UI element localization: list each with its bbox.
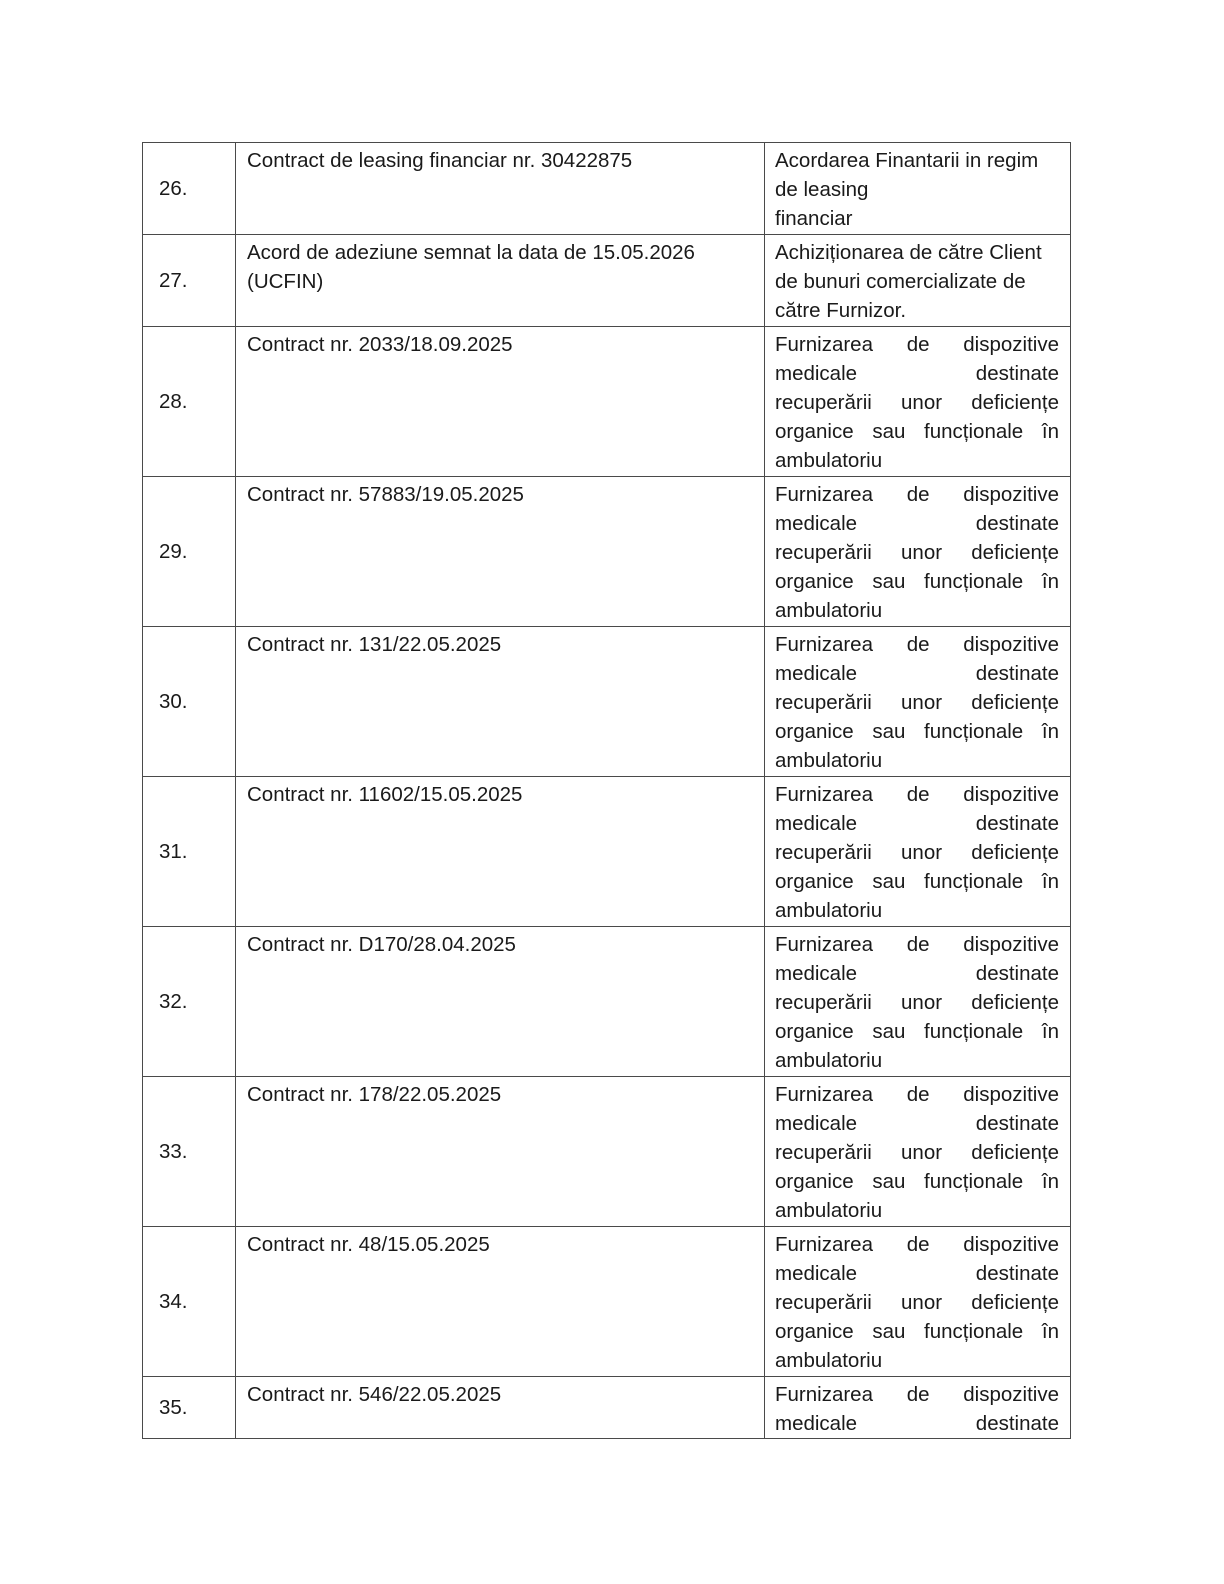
purpose-line: medicale destinate (775, 662, 1059, 685)
purpose-line: recuperării unor deficiențe (775, 841, 1059, 864)
contracts-table (142, 142, 1071, 1439)
purpose-line: organice sau funcționale în (775, 570, 1059, 593)
table-row (143, 927, 1071, 1077)
purpose-line: către Furnizor. (775, 299, 907, 322)
purpose-line: organice sau funcționale în (775, 1170, 1059, 1193)
row-number: 26. (143, 143, 236, 235)
row-number: 30. (143, 627, 236, 777)
table-row (143, 777, 1071, 927)
purpose-line: ambulatoriu (775, 899, 883, 922)
contract-purpose (765, 235, 1071, 327)
contract-purpose (765, 477, 1071, 627)
contract-purpose (765, 927, 1071, 1077)
purpose-line: organice sau funcționale în (775, 1320, 1059, 1343)
purpose-line: medicale destinate (775, 1262, 1059, 1285)
purpose-line: Furnizarea de dispozitive (775, 633, 1059, 656)
purpose-line: de bunuri comercializate de (775, 270, 1026, 293)
table-row (143, 1377, 1071, 1439)
purpose-line: organice sau funcționale în (775, 720, 1059, 743)
table-row (143, 1077, 1071, 1227)
contract-reference (236, 235, 765, 327)
row-number: 31. (143, 777, 236, 927)
row-number: 34. (143, 1227, 236, 1377)
table-row (143, 143, 1071, 235)
purpose-line: Furnizarea de dispozitive (775, 333, 1059, 356)
contract-reference: Contract de leasing financiar nr. 30422875 (236, 143, 765, 235)
contract-purpose (765, 1377, 1071, 1439)
purpose-line: recuperării unor deficiențe (775, 991, 1059, 1014)
table-row (143, 477, 1071, 627)
contract-reference: Contract nr. 48/15.05.2025 (236, 1227, 765, 1377)
contract-purpose (765, 327, 1071, 477)
contract-reference: Contract nr. 11602/15.05.2025 (236, 777, 765, 927)
purpose-line: ambulatoriu (775, 449, 883, 472)
contract-line: (UCFIN) (247, 270, 324, 293)
table-row (143, 327, 1071, 477)
purpose-line: Furnizarea de dispozitive (775, 1083, 1059, 1106)
purpose-line: ambulatoriu (775, 1049, 883, 1072)
purpose-line: de leasing (775, 178, 869, 201)
purpose-line: Furnizarea de dispozitive (775, 1233, 1059, 1256)
table-row (143, 627, 1071, 777)
purpose-line: recuperării unor deficiențe (775, 1291, 1059, 1314)
purpose-line: medicale destinate (775, 1412, 1059, 1435)
contract-reference: Contract nr. 178/22.05.2025 (236, 1077, 765, 1227)
purpose-line: recuperării unor deficiențe (775, 1141, 1059, 1164)
contract-purpose (765, 627, 1071, 777)
purpose-line: recuperării unor deficiențe (775, 691, 1059, 714)
row-number: 29. (143, 477, 236, 627)
row-number: 32. (143, 927, 236, 1077)
purpose-line: recuperării unor deficiențe (775, 541, 1059, 564)
purpose-line: medicale destinate (775, 362, 1059, 385)
contract-line: Acord de adeziune semnat la data de 15.05.2026 (247, 241, 695, 264)
purpose-line: Furnizarea de dispozitive (775, 783, 1059, 806)
purpose-line: Acordarea Finantarii in regim (775, 149, 1039, 172)
purpose-line: medicale destinate (775, 1112, 1059, 1135)
contract-purpose (765, 777, 1071, 927)
purpose-line: ambulatoriu (775, 1349, 883, 1372)
contract-purpose (765, 143, 1071, 235)
table-row (143, 1227, 1071, 1377)
purpose-line: financiar (775, 207, 853, 230)
purpose-line: organice sau funcționale în (775, 420, 1059, 443)
purpose-line: organice sau funcționale în (775, 1020, 1059, 1043)
row-number: 35. (143, 1377, 236, 1439)
purpose-line: Furnizarea de dispozitive (775, 933, 1059, 956)
purpose-line: medicale destinate (775, 962, 1059, 985)
purpose-line: organice sau funcționale în (775, 870, 1059, 893)
purpose-line: medicale destinate (775, 812, 1059, 835)
purpose-line: medicale destinate (775, 512, 1059, 535)
contract-reference: Contract nr. 131/22.05.2025 (236, 627, 765, 777)
purpose-line: recuperării unor deficiențe (775, 391, 1059, 414)
purpose-line: Furnizarea de dispozitive (775, 483, 1059, 506)
contract-reference: Contract nr. 57883/19.05.2025 (236, 477, 765, 627)
contract-reference: Contract nr. 2033/18.09.2025 (236, 327, 765, 477)
contract-purpose (765, 1227, 1071, 1377)
row-number: 33. (143, 1077, 236, 1227)
row-number: 28. (143, 327, 236, 477)
purpose-line: Furnizarea de dispozitive (775, 1383, 1059, 1406)
contract-purpose (765, 1077, 1071, 1227)
row-number: 27. (143, 235, 236, 327)
purpose-line: ambulatoriu (775, 599, 883, 622)
contract-reference: Contract nr. 546/22.05.2025 (236, 1377, 765, 1439)
purpose-line: Achiziționarea de către Client (775, 241, 1042, 264)
table-row (143, 235, 1071, 327)
contract-reference: Contract nr. D170/28.04.2025 (236, 927, 765, 1077)
purpose-line: ambulatoriu (775, 749, 883, 772)
purpose-line: ambulatoriu (775, 1199, 883, 1222)
